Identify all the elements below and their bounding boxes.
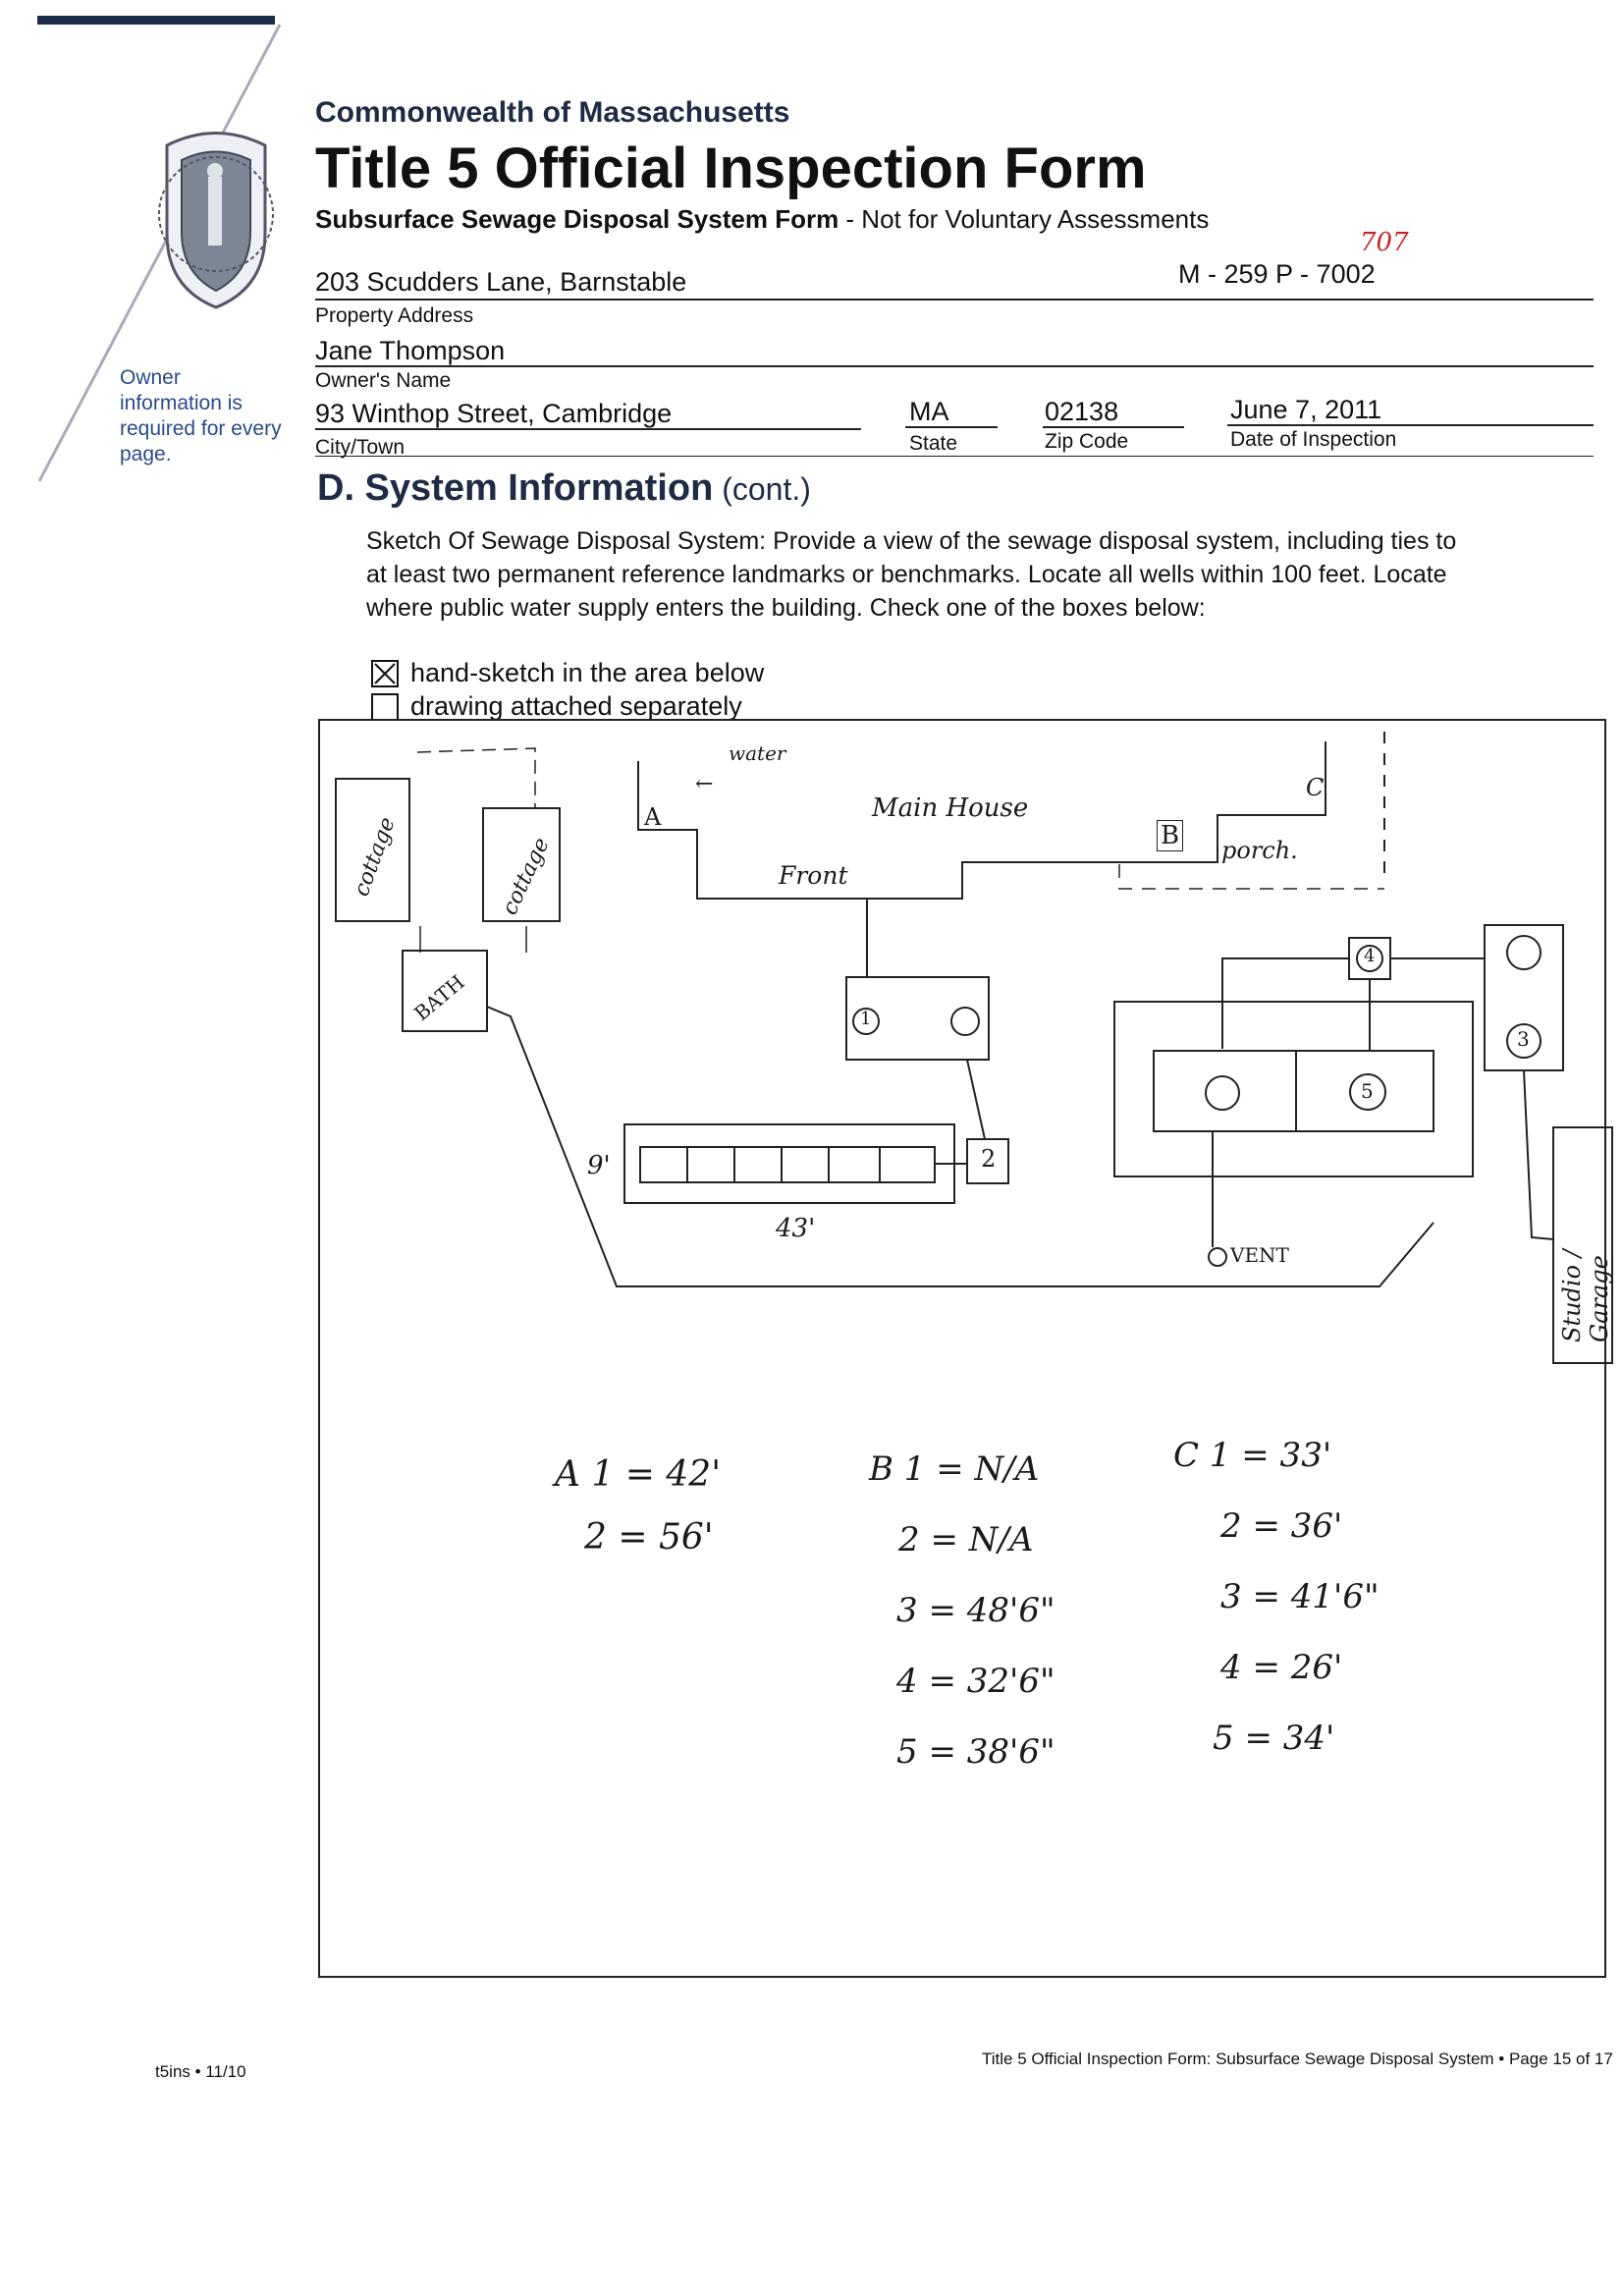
chamber-4-label: 4 xyxy=(1364,946,1376,966)
city-label: City/Town xyxy=(315,436,406,459)
city-value: 93 Winthop Street, Cambridge xyxy=(315,399,673,428)
leach-field-outer xyxy=(624,1124,954,1203)
bath-label: BATH xyxy=(409,969,469,1026)
section-title-cont: (cont.) xyxy=(713,471,811,507)
owner-name-value: Jane Thompson xyxy=(315,336,506,365)
instructions-line: Sketch Of Sewage Disposal System: Provide a view of the sewage disposal system, including ties to xyxy=(366,527,1457,555)
date-label: Date of Inspection xyxy=(1230,428,1397,451)
form-subtitle-bold: Subsurface Sewage Disposal System Form xyxy=(315,204,839,234)
note-line: required for every xyxy=(120,417,282,440)
tank-3-label: 3 xyxy=(1517,1027,1530,1051)
tie-c-5: 5 = 34' xyxy=(1213,1719,1335,1758)
water-label: water xyxy=(729,741,786,765)
zip-label: Zip Code xyxy=(1045,430,1129,453)
tie-b-2: 2 = N/A xyxy=(898,1520,1034,1559)
handwritten-correction: 707 xyxy=(1360,228,1409,257)
leach-width-label: 9' xyxy=(587,1151,611,1180)
tie-b-1: B 1 = N/A xyxy=(869,1449,1040,1489)
dbox-2-label: 2 xyxy=(981,1145,997,1173)
tank-1-label: 1 xyxy=(860,1009,872,1029)
tie-b-3: 3 = 48'6" xyxy=(896,1591,1055,1630)
porch-label: porch. xyxy=(1221,837,1298,864)
point-a-label: A xyxy=(644,803,662,831)
point-c-label: C xyxy=(1306,774,1325,801)
tank-5-label: 5 xyxy=(1361,1079,1374,1103)
vent-label: VENT xyxy=(1230,1243,1289,1267)
zip-value: 02138 xyxy=(1045,397,1119,426)
inspection-date-value: June 7, 2011 xyxy=(1230,395,1382,424)
tie-c-2: 2 = 36' xyxy=(1220,1506,1343,1546)
water-arrow-icon: ← xyxy=(695,772,714,796)
tie-c-4: 4 = 26' xyxy=(1220,1648,1343,1687)
main-house-label: Main House xyxy=(872,793,1029,823)
ties-column-b xyxy=(869,1434,1055,1787)
form-subtitle-rest: - Not for Voluntary Assessments xyxy=(839,204,1210,234)
drawing-attached-label: drawing attached separately xyxy=(410,691,742,721)
note-line: Owner xyxy=(120,366,181,389)
tie-b-5: 5 = 38'6" xyxy=(896,1732,1055,1772)
tie-a-2: 2 = 56' xyxy=(584,1517,714,1558)
section-title-text: D. System Information xyxy=(317,467,714,509)
state-value: MA xyxy=(909,397,949,426)
property-address-label: Property Address xyxy=(315,304,474,327)
map-lot-value: M - 259 P - 7002 xyxy=(1178,259,1376,289)
hand-sketch-label: hand-sketch in the area below xyxy=(410,658,765,687)
agency-name: Commonwealth of Massachusetts xyxy=(315,96,790,129)
note-line: information is xyxy=(120,392,243,414)
owner-name-label: Owner's Name xyxy=(315,369,452,392)
leach-length-label: 43' xyxy=(776,1214,816,1243)
instructions-line: at least two permanent reference landmarks or benchmarks. Locate all wells within 100 feet. Locate xyxy=(366,561,1447,588)
ties-column-c xyxy=(1173,1420,1380,1774)
studio-garage-label: Studio / Garage xyxy=(1558,1249,1613,1342)
note-line: page. xyxy=(120,443,172,465)
tie-b-4: 4 = 32'6" xyxy=(896,1662,1055,1701)
leach-field-inner xyxy=(640,1147,935,1182)
tie-c-3: 3 = 41'6" xyxy=(1220,1577,1380,1616)
instructions-line: where public water supply enters the building. Check one of the boxes below: xyxy=(366,594,1206,622)
form-code: t5ins • 11/10 xyxy=(155,2062,246,2081)
tank-field-outer xyxy=(1114,1002,1473,1176)
page-footer: Title 5 Official Inspection Form: Subsurface Sewage Disposal System • Page 15 of 17 xyxy=(982,2050,1613,2068)
point-b-label: B xyxy=(1157,820,1183,851)
cottage-left-label: cottage xyxy=(349,814,401,900)
cottage-right-label: cottage xyxy=(497,834,555,919)
ties-column-a xyxy=(555,1444,721,1569)
tie-c-1: C 1 = 33' xyxy=(1173,1436,1332,1475)
front-label: Front xyxy=(779,861,848,890)
form-title: Title 5 Official Inspection Form xyxy=(315,137,1147,200)
tank-pair-shape xyxy=(1154,1051,1434,1131)
tie-a-1: A 1 = 42' xyxy=(555,1454,722,1495)
state-label: State xyxy=(909,432,958,455)
property-address-value: 203 Scudders Lane, Barnstable xyxy=(315,267,687,297)
